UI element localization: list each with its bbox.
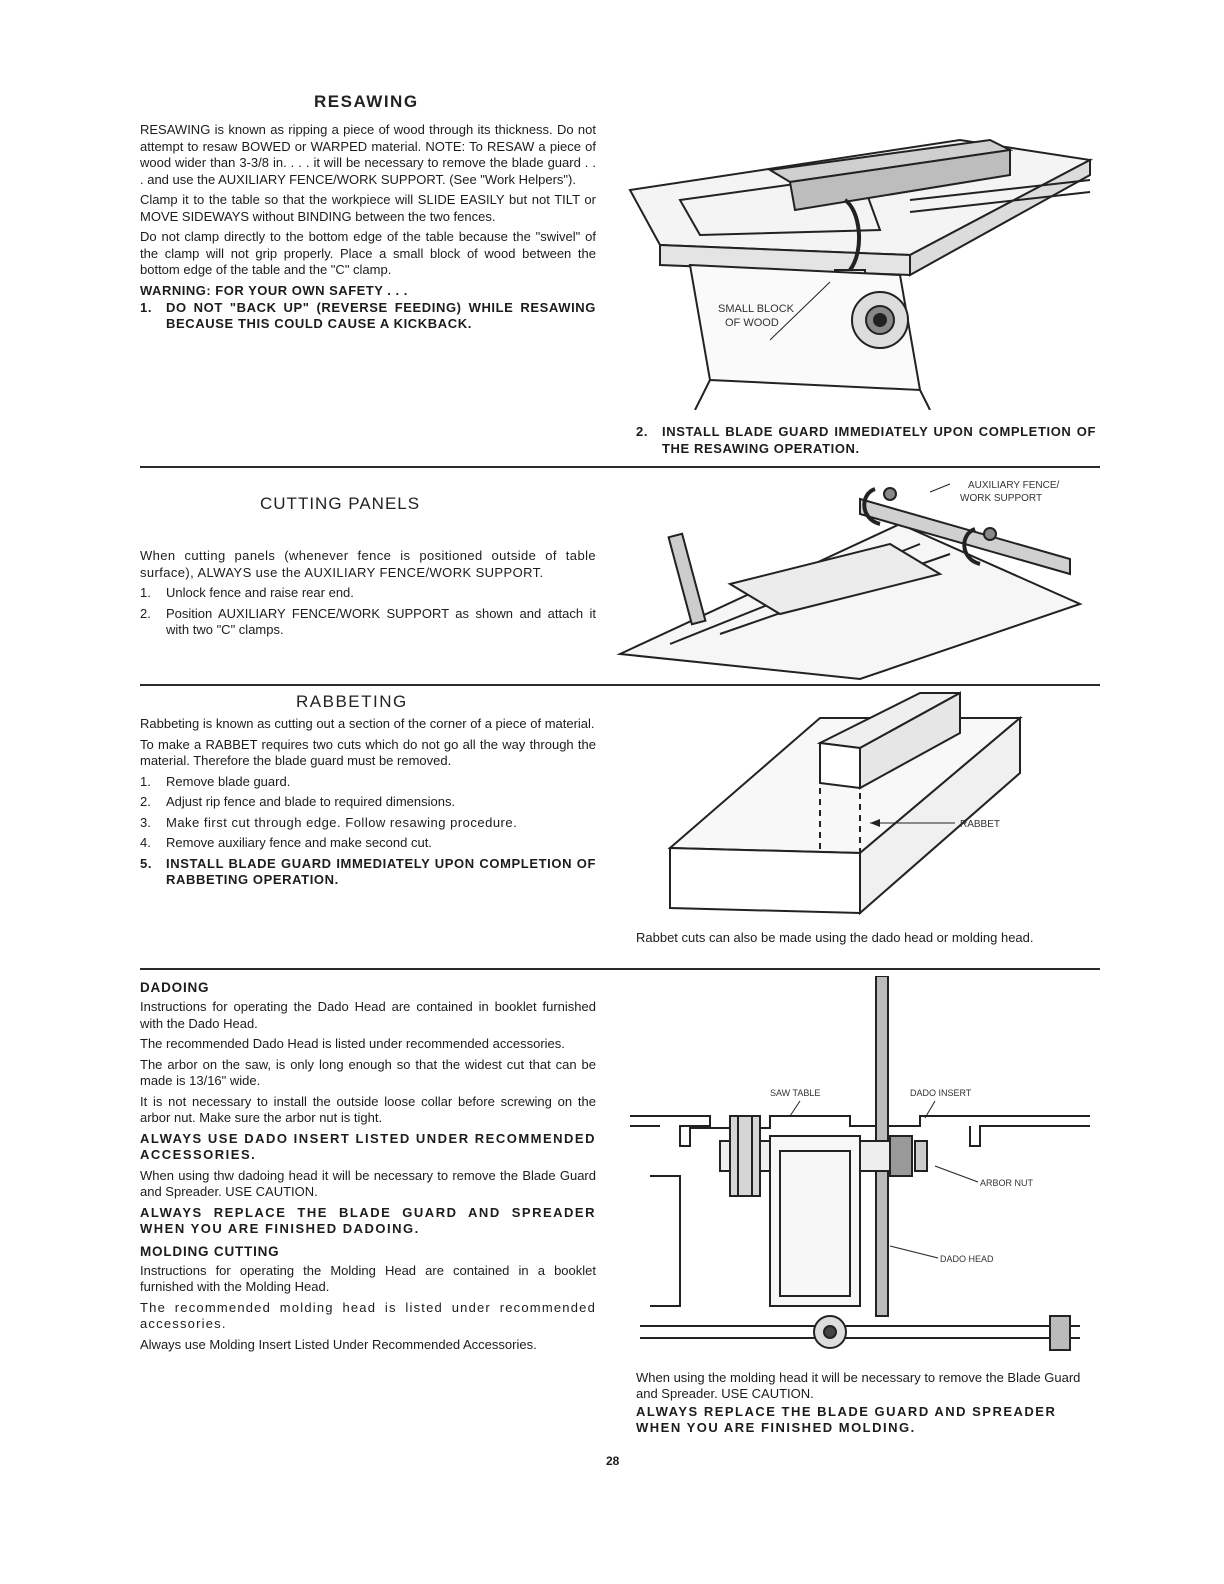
list-item (140, 774, 596, 791)
molding-paragraph-3: Always use Molding Insert Listed Under Recommended Accessories. (140, 1336, 537, 1352)
rabbeting-caption: Rabbet cuts can also be made using the dado head or molding head. (636, 930, 1034, 945)
dadoing-fig-dado-insert: DADO INSERT (910, 1088, 972, 1098)
rabbeting-paragraph-2: To make a RABBET requires two cuts which do not go all the way through the material. Therefore the blade guard must be removed. (140, 736, 596, 768)
list-item-number: 3. (140, 814, 151, 830)
resawing-warning: WARNING: FOR YOUR OWN SAFETY . . . (140, 282, 408, 298)
list-item-number: 2. (140, 605, 151, 621)
list-item (140, 585, 596, 602)
list-item-number: 2. (636, 424, 649, 439)
list-item-number: 4. (140, 835, 151, 850)
panels-fig-label-1: AUXILIARY FENCE/ (968, 480, 1060, 491)
rabbeting-body (140, 716, 596, 893)
panels-fig-label-2: WORK SUPPORT (960, 493, 1043, 504)
section-divider (140, 968, 1100, 970)
resawing-body (140, 122, 596, 337)
list-item-text: Remove blade guard. (166, 773, 291, 789)
list-item-number: 5. (140, 855, 153, 871)
rabbeting-title: RABBETING (296, 692, 408, 711)
dadoing-paragraph-2: The recommended Dado Head is listed under recommended accessories. (140, 1036, 565, 1051)
dadoing-paragraph-5: ALWAYS USE DADO INSERT LISTED UNDER RECOMMENDED ACCESSORIES. (140, 1130, 596, 1162)
list-item-text: Remove auxiliary fence and make second cut. (166, 835, 432, 850)
panels-paragraph-1: When cutting panels (whenever fence is positioned outside of table surface), ALWAYS use the AUXILIARY FENCE/WORK SUPPORT. (140, 548, 596, 580)
rabbeting-paragraph-1: Rabbeting is known as cutting out a section of the corner of a piece of material. (140, 716, 595, 731)
list-item-text: DO NOT "BACK UP" (REVERSE FEEDING) WHILE RESAWING BECAUSE THIS COULD CAUSE A KICKBACK. (166, 299, 596, 331)
dadoing-body (140, 976, 596, 1357)
list-item (140, 856, 596, 889)
molding-caption-block (636, 1370, 1100, 1436)
list-item-number: 1. (140, 585, 151, 600)
resawing-paragraph-2: Clamp it to the table so that the workpiece will SLIDE EASILY but not TILT or MOVE SIDEWAYS without BINDING between the two fences. (140, 192, 596, 224)
list-item (140, 300, 596, 333)
dadoing-paragraph-6: When using thw dadoing head it will be necessary to remove the Blade Guard and Spreader. USE CAUTION. (140, 1167, 596, 1199)
dadoing-illustration (620, 976, 1100, 1366)
resawing-item-2 (636, 424, 1096, 461)
molding-caption: When using the molding head it will be necessary to remove the Blade Guard and Spreader. USE CAUTION. (636, 1370, 1081, 1401)
molding-paragraph-2: The recommended molding head is listed under recommended accessories. (140, 1299, 596, 1331)
panels-list (140, 585, 596, 639)
list-item-text: Adjust rip fence and blade to required dimensions. (166, 794, 456, 809)
list-item (140, 815, 596, 832)
list-item-text: Make first cut through edge. Follow resawing procedure. (166, 814, 518, 830)
list-item-number: 1. (140, 299, 153, 315)
list-item (636, 424, 1096, 457)
list-item (140, 835, 596, 852)
rabbeting-fig-label: RABBET (960, 819, 1001, 830)
page-number: 28 (606, 1454, 620, 1468)
dadoing-paragraph-7: ALWAYS REPLACE THE BLADE GUARD AND SPREADER WHEN YOU ARE FINISHED DADOING. (140, 1204, 596, 1236)
dadoing-paragraph-3: The arbor on the saw, is only long enough so that the widest cut that can be made is 13/16" wide. (140, 1056, 596, 1088)
resawing-fig-label-1: SMALL BLOCK (718, 303, 795, 315)
panels-illustration (610, 474, 1100, 684)
list-item-text: Position AUXILIARY FENCE/WORK SUPPORT as shown and attach it with two "C" clamps. (166, 605, 596, 637)
section-divider (140, 466, 1100, 468)
resawing-paragraph-3: Do not clamp directly to the bottom edge of the table because the "swivel" of the clamp will not grip properly. Place a small block of wood between the bottom edge of the table and the "C" clamp. (140, 229, 596, 277)
list-item-number: 2. (140, 794, 151, 809)
section-divider (140, 684, 1100, 686)
dadoing-title: DADOING (140, 980, 210, 995)
dadoing-fig-saw-table: SAW TABLE (770, 1088, 821, 1098)
resawing-paragraph-1: RESAWING is known as ripping a piece of wood through its thickness. Do not attempt to resaw BOWED or WARPED material. NOTE: To RESAW a piece of wood wider than 3-3/8 in. . . . it will be necessary to remove the blade guard . . . and use the AUXILIARY FENCE/WORK SUPPORT. (See "Work Helpers"). (140, 122, 596, 187)
dadoing-paragraph-4: It is not necessary to install the outside loose collar before screwing on the arbor nut. Make sure the arbor nut is tight. (140, 1093, 596, 1125)
list-item-text: INSTALL BLADE GUARD IMMEDIATELY UPON COMPLETION OF RABBETING OPERATION. (166, 855, 596, 887)
list-item-number: 1. (140, 773, 151, 789)
list-item (140, 794, 596, 811)
resawing-illustration (610, 120, 1100, 410)
dadoing-paragraph-1: Instructions for operating the Dado Head are contained in booklet furnished with the Dado Head. (140, 999, 596, 1031)
list-item (140, 606, 596, 639)
rabbeting-illustration (660, 688, 1090, 918)
list-item-text: INSTALL BLADE GUARD IMMEDIATELY UPON COMPLETION OF THE RESAWING OPERATION. (662, 424, 1096, 456)
molding-paragraph-1: Instructions for operating the Molding Head are contained in a booklet furnished with the Molding Head. (140, 1262, 596, 1294)
rabbeting-list (140, 774, 596, 889)
list-item-text: Unlock fence and raise rear end. (166, 585, 354, 600)
panels-body (140, 548, 596, 643)
molding-title: MOLDING CUTTING (140, 1243, 280, 1259)
molding-caption-bold: ALWAYS REPLACE THE BLADE GUARD AND SPREADER WHEN YOU ARE FINISHED MOLDING. (636, 1404, 1057, 1435)
dadoing-fig-arbor-nut: ARBOR NUT (980, 1178, 1034, 1188)
dadoing-fig-dado-head: DADO HEAD (940, 1254, 994, 1264)
resawing-title: RESAWING (314, 92, 419, 111)
resawing-warning-list (140, 300, 596, 333)
panels-title: CUTTING PANELS (260, 494, 421, 513)
resawing-fig-label-2: OF WOOD (725, 317, 779, 329)
